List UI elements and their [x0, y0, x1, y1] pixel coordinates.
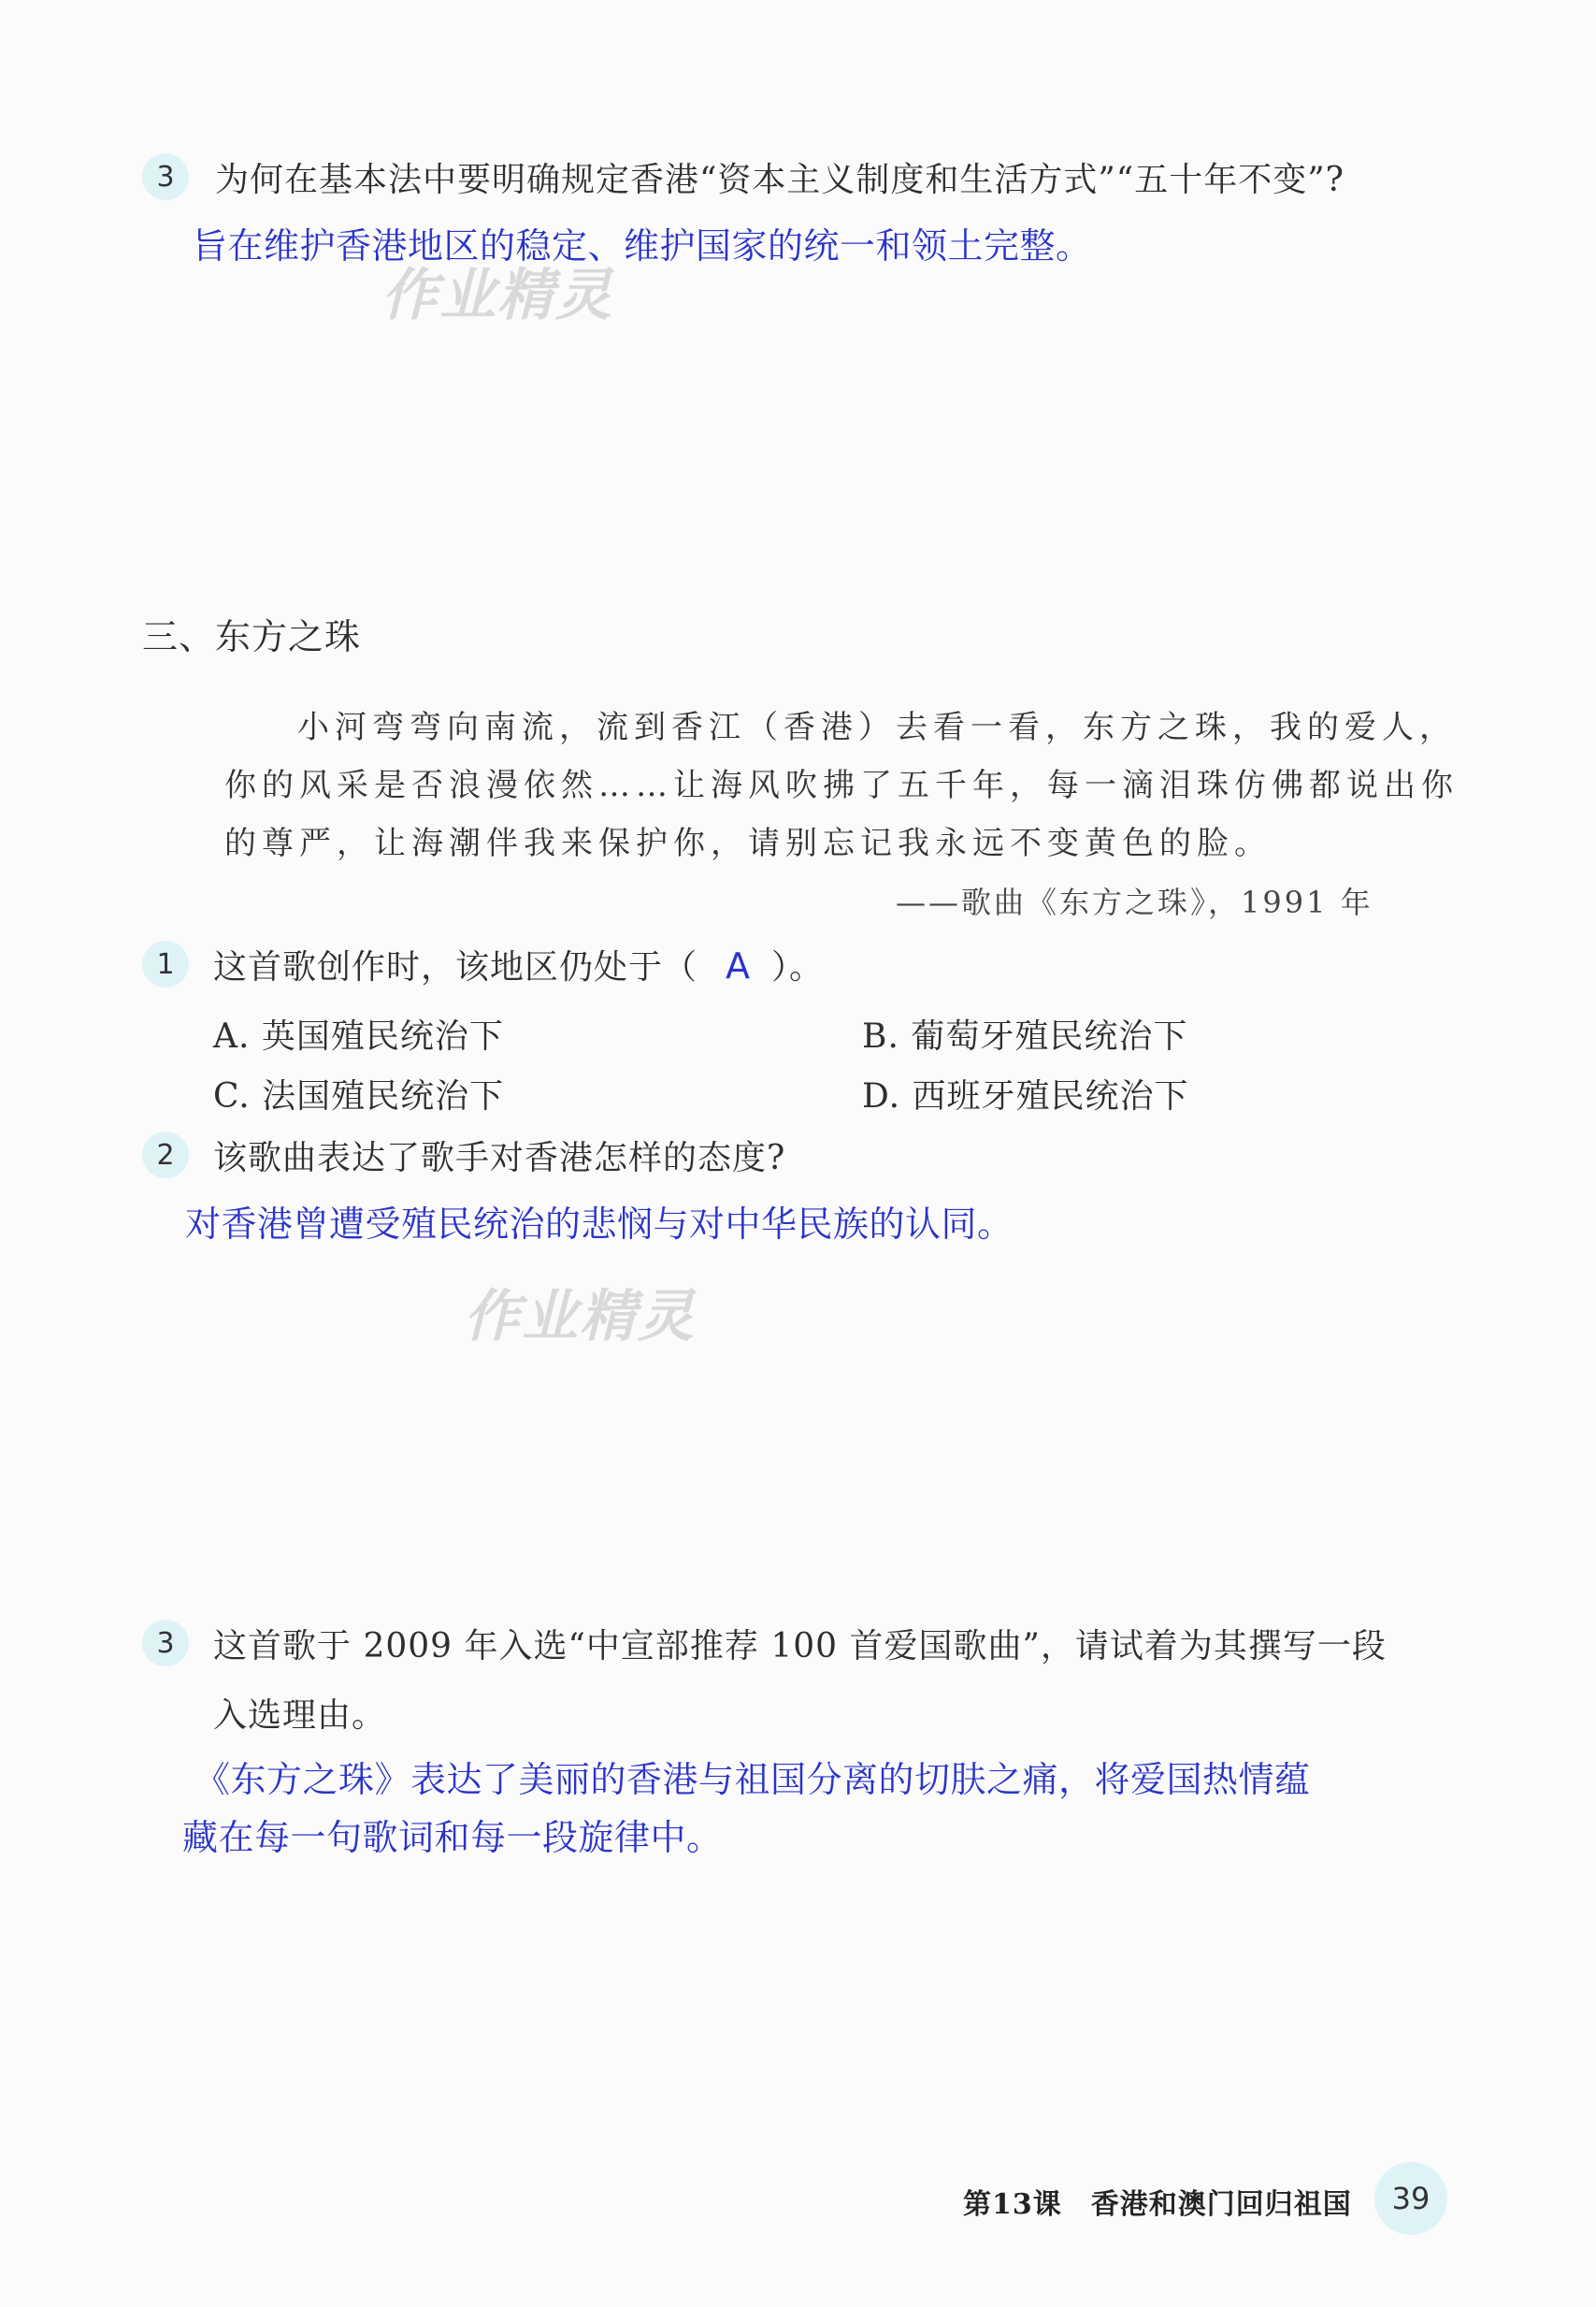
choice-answer: A [726, 945, 752, 987]
question-number-badge [142, 1620, 189, 1666]
question-text-line-2: 入选理由。 [213, 1696, 387, 1735]
poem-line-2: 你的风采是否浪漫依然……让海风吹拂了五千年，每一滴泪珠仿佛都说出你 [224, 767, 1459, 804]
option-c: C. 法国殖民统治下 [213, 1077, 505, 1116]
question-text: 该歌曲表达了歌手对香港怎样的态度? [213, 1139, 786, 1177]
option-d: D. 西班牙殖民统治下 [862, 1077, 1189, 1116]
poem-line-1: 小河弯弯向南流，流到香江（香港）去看一看，东方之珠，我的爱人， [297, 709, 1457, 746]
question-number-badge [142, 941, 189, 988]
footer-lesson-title: 第13课 香港和澳门回归祖国 [963, 2188, 1352, 2221]
poem-line-3: 的尊严，让海潮伴我来保护你，请别忘记我永远不变黄色的脸。 [224, 825, 1272, 862]
question-number-badge [142, 1132, 189, 1178]
question-text-after: ）。 [771, 948, 825, 987]
question-text-before: 这首歌创作时，该地区仍处于（ [213, 948, 698, 987]
option-b: B. 葡萄牙殖民统治下 [862, 1017, 1188, 1056]
question-number: 3 [156, 1626, 175, 1660]
poem-source: ——歌曲《东方之珠》，1991 年 [896, 885, 1373, 920]
answer-text-line-2: 藏在每一句歌词和每一段旋律中。 [182, 1817, 723, 1858]
question-number: 1 [156, 947, 175, 981]
answer-text: 旨在维护香港地区的稳定、维护国家的统一和领土完整。 [192, 225, 1092, 267]
watermark: 作业精灵 [381, 263, 613, 328]
answer-text-line-1: 《东方之珠》表达了美丽的香港与祖国分离的切肤之痛，将爱国热情蕴 [194, 1759, 1311, 1800]
question-number-badge [142, 153, 189, 200]
section-heading: 三、东方之珠 [142, 616, 362, 657]
page-number-badge [1374, 2162, 1447, 2235]
question-number: 2 [156, 1138, 175, 1172]
watermark: 作业精灵 [464, 1284, 696, 1349]
question-text [213, 941, 824, 988]
page-number: 39 [1391, 2181, 1431, 2216]
question-number: 3 [156, 160, 175, 194]
question-text: 为何在基本法中要明确规定香港“资本主义制度和生活方式”“五十年不变”? [215, 161, 1344, 199]
answer-text: 对香港曾遭受殖民统治的悲悯与对中华民族的认同。 [185, 1204, 1014, 1245]
question-text-line-1: 这首歌于 2009 年入选“中宣部推荐 100 首爱国歌曲”，请试着为其撰写一段 [213, 1627, 1387, 1665]
option-a: A. 英国殖民统治下 [213, 1017, 504, 1056]
